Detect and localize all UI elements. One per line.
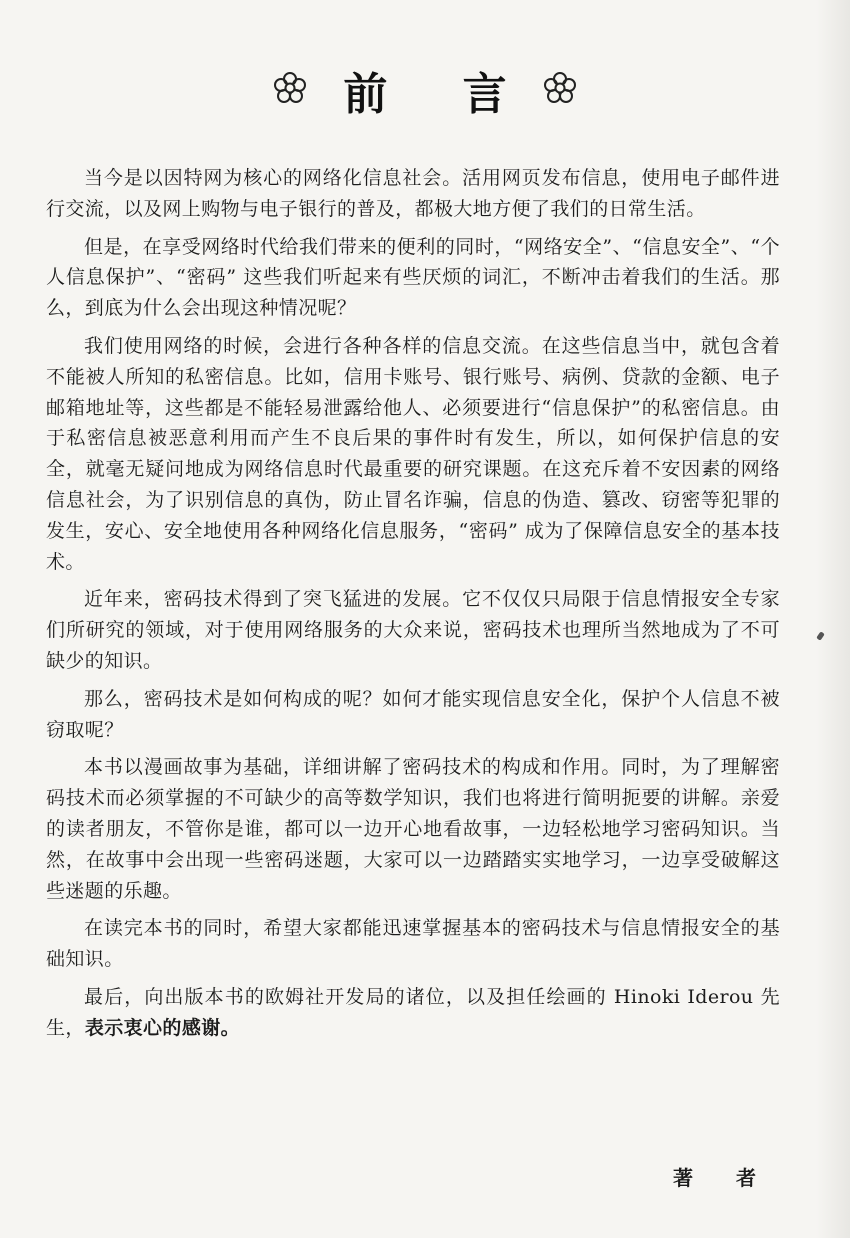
paragraph: 本书以漫画故事为基础，详细讲解了密码技术的构成和作用。同时，为了理解密码技术而必须掌握的不可缺少的高等数学知识，我们也将进行简明扼要的讲解。亲爱的读者朋友，不管你是谁，都可以一边开心地看故事，一边轻松地学习密码知识。当然，在故事中会出现一些密码迷题，大家可以一边踏踏实实地学习，一边享受破解这些迷题的乐趣。 bbox=[46, 756, 780, 902]
paragraph: 在读完本书的同时，希望大家都能迅速掌握基本的密码技术与信息情报安全的基础知识。 bbox=[46, 917, 780, 971]
page-edge-shadow bbox=[816, 0, 850, 1238]
closing-paragraph bbox=[46, 982, 780, 1044]
page-title bbox=[0, 58, 850, 122]
flower-icon bbox=[543, 65, 577, 116]
paragraph: 近年来，密码技术得到了突飞猛进的发展。它不仅仅只局限于信息情报安全专家们所研究的领域，对于使用网络服务的大众来说，密码技术也理所当然地成为了不可缺少的知识。 bbox=[46, 588, 780, 672]
preface-body bbox=[46, 163, 780, 1051]
author-signature: 著 者 bbox=[673, 1166, 774, 1190]
paragraph: 那么，密码技术是如何构成的呢？如何才能实现信息安全化，保护个人信息不被窃取呢？ bbox=[46, 687, 780, 741]
flower-icon bbox=[273, 65, 307, 116]
closing-main: 最后，向出版本书的欧姆社开发局的诸位，以及担任绘画的 Hinoki Iderou 先生， bbox=[46, 985, 780, 1039]
paragraph: 当今是以因特网为核心的网络化信息社会。活用网页发布信息，使用电子邮件进行交流，以及网上购物与电子银行的普及，都极大地方便了我们的日常生活。 bbox=[46, 167, 780, 220]
paragraph: 但是，在享受网络时代给我们带来的便利的同时，“网络安全”、“信息安全”、“个人信息保护”、“密码” 这些我们听起来有些厌烦的词汇，不断冲击着我们的生活。那么，到底为什么会出现这种情况呢？ bbox=[46, 235, 780, 320]
title-text: 前 言 bbox=[343, 69, 537, 120]
paragraph: 我们使用网络的时候，会进行各种各样的信息交流。在这些信息当中，就包含着不能被人所知的私密信息。比如，信用卡账号、银行账号、病例、贷款的金额、电子邮箱地址等，这些都是不能轻易泄露给他人、必须要进行“信息保护”的私密信息。由于私密信息被恶意利用而产生不良后果的事件时有发生，所以，如何保护信息的安全，就毫无疑问地成为网络信息时代最重要的研究课题。在这充斥着不安因素的网络信息社会，为了识别信息的真伪，防止冒名诈骗，信息的伪造、篡改、窃密等犯罪的发生，安心、安全地使用各种网络化信息服务，“密码” 成为了保障信息安全的基本技术。 bbox=[46, 334, 780, 573]
closing-thanks: 表示衷心的感谢。 bbox=[84, 1016, 241, 1039]
